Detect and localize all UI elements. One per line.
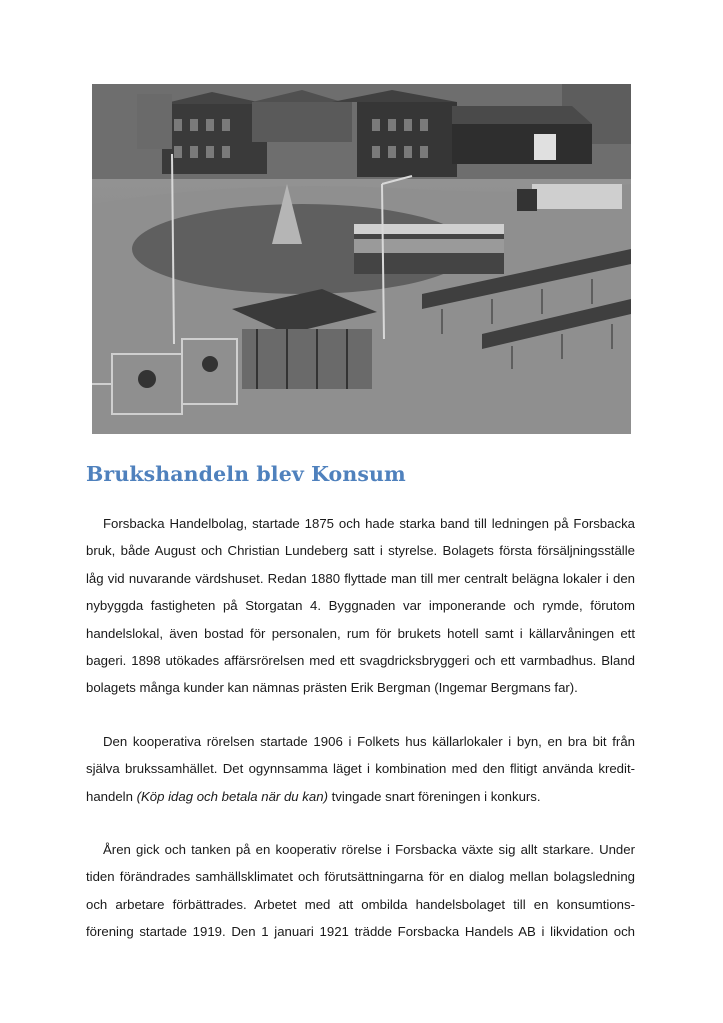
- text-line: [86, 783, 646, 810]
- text-fragment: handeln: [86, 788, 137, 804]
- italic-phrase: (Köp idag och betala när du kan): [136, 788, 328, 804]
- text-line: tiden förändrades samhällsklimatet och förutsättningarna för en dialog mellan bolagsledning: [86, 869, 635, 885]
- historical-photo: [92, 84, 631, 434]
- text-line: Den kooperativa rörelsen startade 1906 i Folkets hus källarlokaler i byn, en bra bit från: [103, 733, 635, 749]
- article-body: [86, 510, 646, 972]
- text-line: handelslokal, även bostad för personalen, rum för brukets hotell samt i källarvåningen ett: [86, 625, 635, 641]
- text-fragment: tvingade snart föreningen i konkurs.: [327, 788, 541, 804]
- text-line: bruk, både August och Christian Lundeberg satt i styrelse. Bolagets första försäljningsställe: [86, 543, 635, 559]
- text-line: bolagets många kunder kan nämnas prästen Erik Bergman (Ingemar Bergmans far).: [86, 680, 578, 696]
- text-line: låg vid nuvarande värdshuset. Redan 1880 flyttade man till mer centralt belägna lokaler i den: [86, 570, 635, 586]
- text-line: Forsbacka Handelbolag, startade 1875 och hade starka band till ledningen på Forsbacka: [103, 516, 635, 531]
- text-line: nybyggda fastigheten på Storgatan 4. Byggnaden var imponerande och rymde, förutom: [86, 598, 635, 614]
- text-line: och arbetare förbättrades. Arbetet med att ombilda handelsbolaget till en konsumtions-: [86, 896, 635, 912]
- paragraph-2: [86, 728, 646, 810]
- photo-illustration: [92, 84, 631, 434]
- section-heading: Brukshandeln blev Konsum: [86, 462, 406, 486]
- paragraph-3: [86, 836, 646, 946]
- text-line: bageri. 1898 utökades affärsrörelsen med ett svagdricksbryggeri och ett varmbadhus. Bland: [86, 653, 635, 669]
- text-line: Åren gick och tanken på en kooperativ rörelse i Forsbacka växte sig allt starkare. Under: [103, 842, 635, 858]
- paragraph-1: [86, 510, 646, 702]
- text-line: förening startade 1919. Den 1 januari 1921 trädde Forsbacka Handels AB i likvidation och: [86, 924, 635, 940]
- text-line: själva brukssamhället. Det ogynnsamma läget i kombination med den flitigt använda kredit-: [86, 761, 635, 777]
